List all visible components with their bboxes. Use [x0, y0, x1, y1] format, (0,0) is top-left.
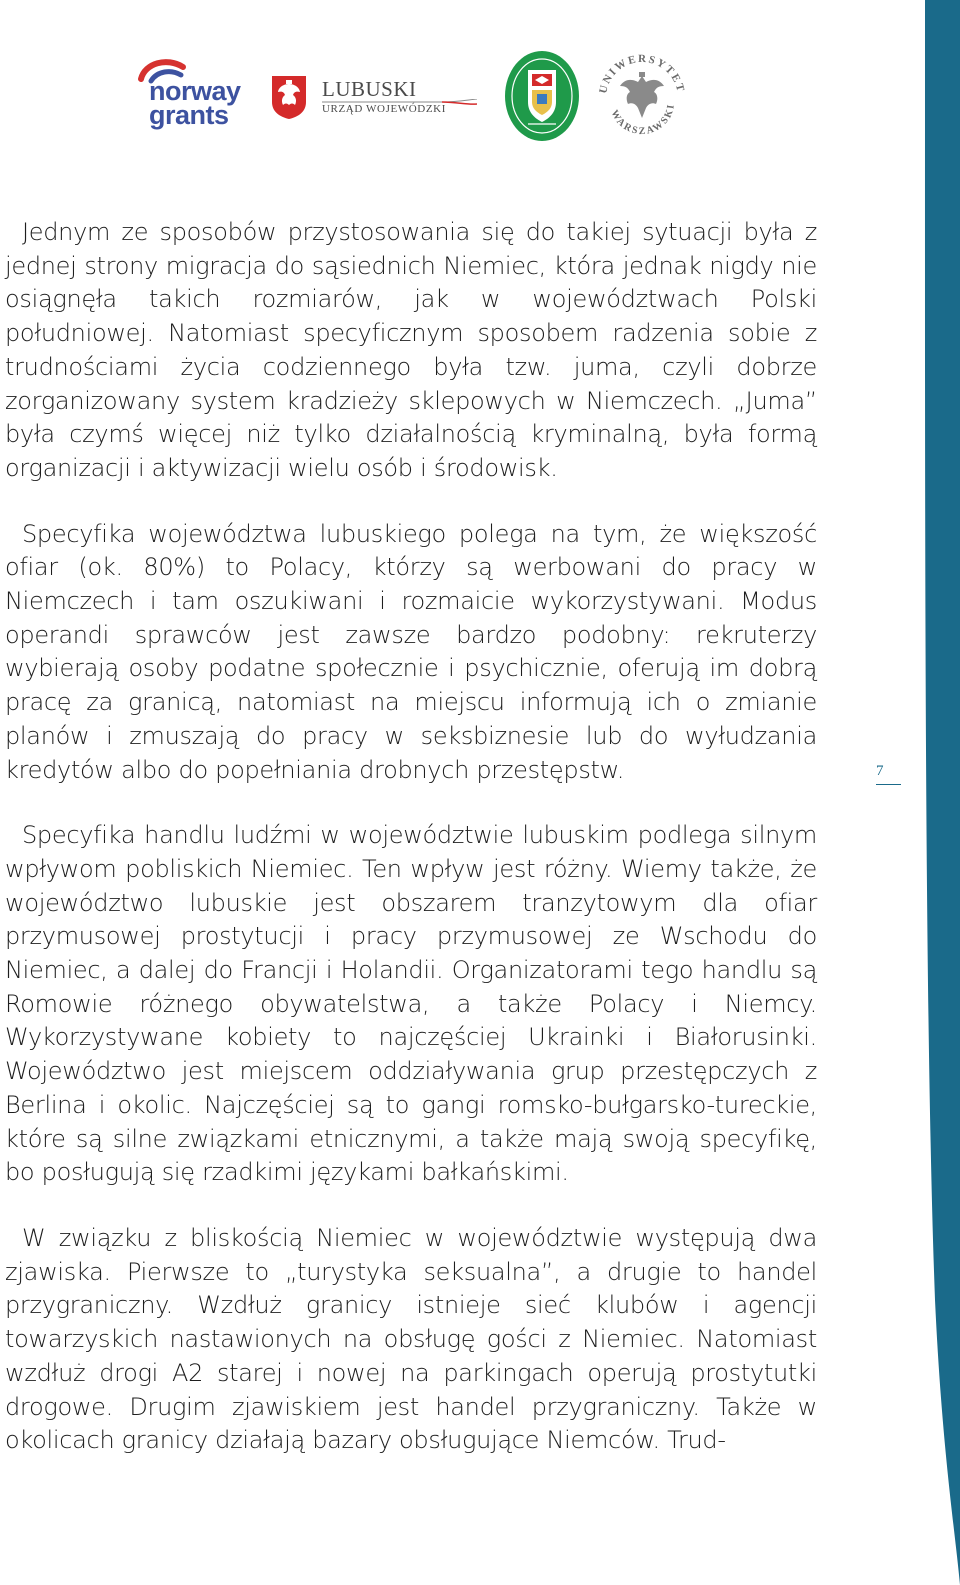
paragraph-2: Specyfika województwa lubuskiego polega na tym, że większość ofiar (ok. 80%) to Polacy, którzy są werbowani do pracy w Niemczech i tam oszukiwani i rozmaicie wykorzystywani. Modus operandi sprawców jest zawsze bardzo podobny: rekruterzy wybierają osoby podatne społecznie i psychicznie, oferują im dobrą pracę za granicą, natomiast na miejscu informują ich o zmianie planów i zmuszają do pracy w seksbiznesie lub do wyłudzania kredytów albo do popełniania drobnych przestępstw. [5, 519, 817, 784]
lubuski-logo [270, 72, 480, 122]
border-guard-shield-icon [504, 50, 580, 142]
paragraph-1: Jednym ze sposobów przystosowania się do takiej sytuacji była z jednej strony migracja do sąsiednich Niemiec, która jednak nigdy nie osiągnęła takich rozmiarów, jak w województwach Polski południowej. Natomiast specyficznym sposobem radzenia sobie z trudnościami życia codziennego była tzw. juma, czyli dobrze zorganizowany system kradzieży sklepowych w Niemczech. „Juma” była czymś więcej niż tylko działalnością kryminalną, była formą organizacji i aktywizacji wielu osób i środowisk. [5, 218, 817, 482]
side-band-decoration [840, 0, 960, 1585]
university-eagle-icon [596, 52, 688, 144]
urzad-wojewodzki-word: URZĄD WOJEWÓDZKI [322, 103, 446, 115]
polish-eagle-emblem-icon [270, 74, 308, 120]
svg-text:UNIWERSYTET: UNIWERSYTET [597, 52, 687, 95]
page-number: 7 [876, 763, 884, 779]
university-warsaw-logo [596, 52, 688, 144]
page-number-rule [876, 784, 901, 785]
body-text [5, 216, 817, 1458]
lubuski-word: LUBUSKI [322, 77, 417, 101]
paragraph-3: Specyfika handlu ludźmi w województwie lubuskim podlega silnym wpływom pobliskich Niemiec. Ten wpływ jest różny. Wiemy także, że województwo lubuskie jest obszarem tranzytowym dla ofiar przymusowej prostytucji i pracy przymusowej ze Wschodu do Niemiec, a dalej do Francji i Holandii. Organizatorami tego handlu są Romowie różnego obywatelstwa, a także Polacy i Niemcy. Wykorzystywane kobiety to najczęściej Ukrainki i Białorusinki. Województwo jest miejscem oddziaływania grup przestępczych z Berlina i okolic. Najczęściej są to gangi romsko-bułgarsko-tureckie, które są silne związkami etnicznymi, a także mają swoją specyfikę, bo posługują się rzadkimi językami bałkańskimi. [5, 821, 817, 1187]
svg-text:WARSZAWSKI: WARSZAWSKI [608, 102, 678, 138]
norway-grants-logo [137, 57, 252, 137]
paragraph-4: W związku z bliskością Niemiec w województwie występują dwa zjawiska. Pierwsze to „turystyka seksualna”, a drugie to handel przygraniczny. Wzdłuż granicy istnieje sieć klubów i agencji towarzyskich nastawionych na obsługę gości z Niemiec. Natomiast wzdłuż drogi A2 starej i nowej na parkingach operują prostytutki drogowe. Drugim zjawiskiem jest handel przygraniczny. Także w okolicach granicy działają bazary obsługujące Niemców. Trud- [5, 1223, 817, 1455]
norway-word: norway [149, 76, 241, 106]
grants-word: grants [149, 100, 229, 130]
border-guard-emblem [504, 50, 580, 142]
